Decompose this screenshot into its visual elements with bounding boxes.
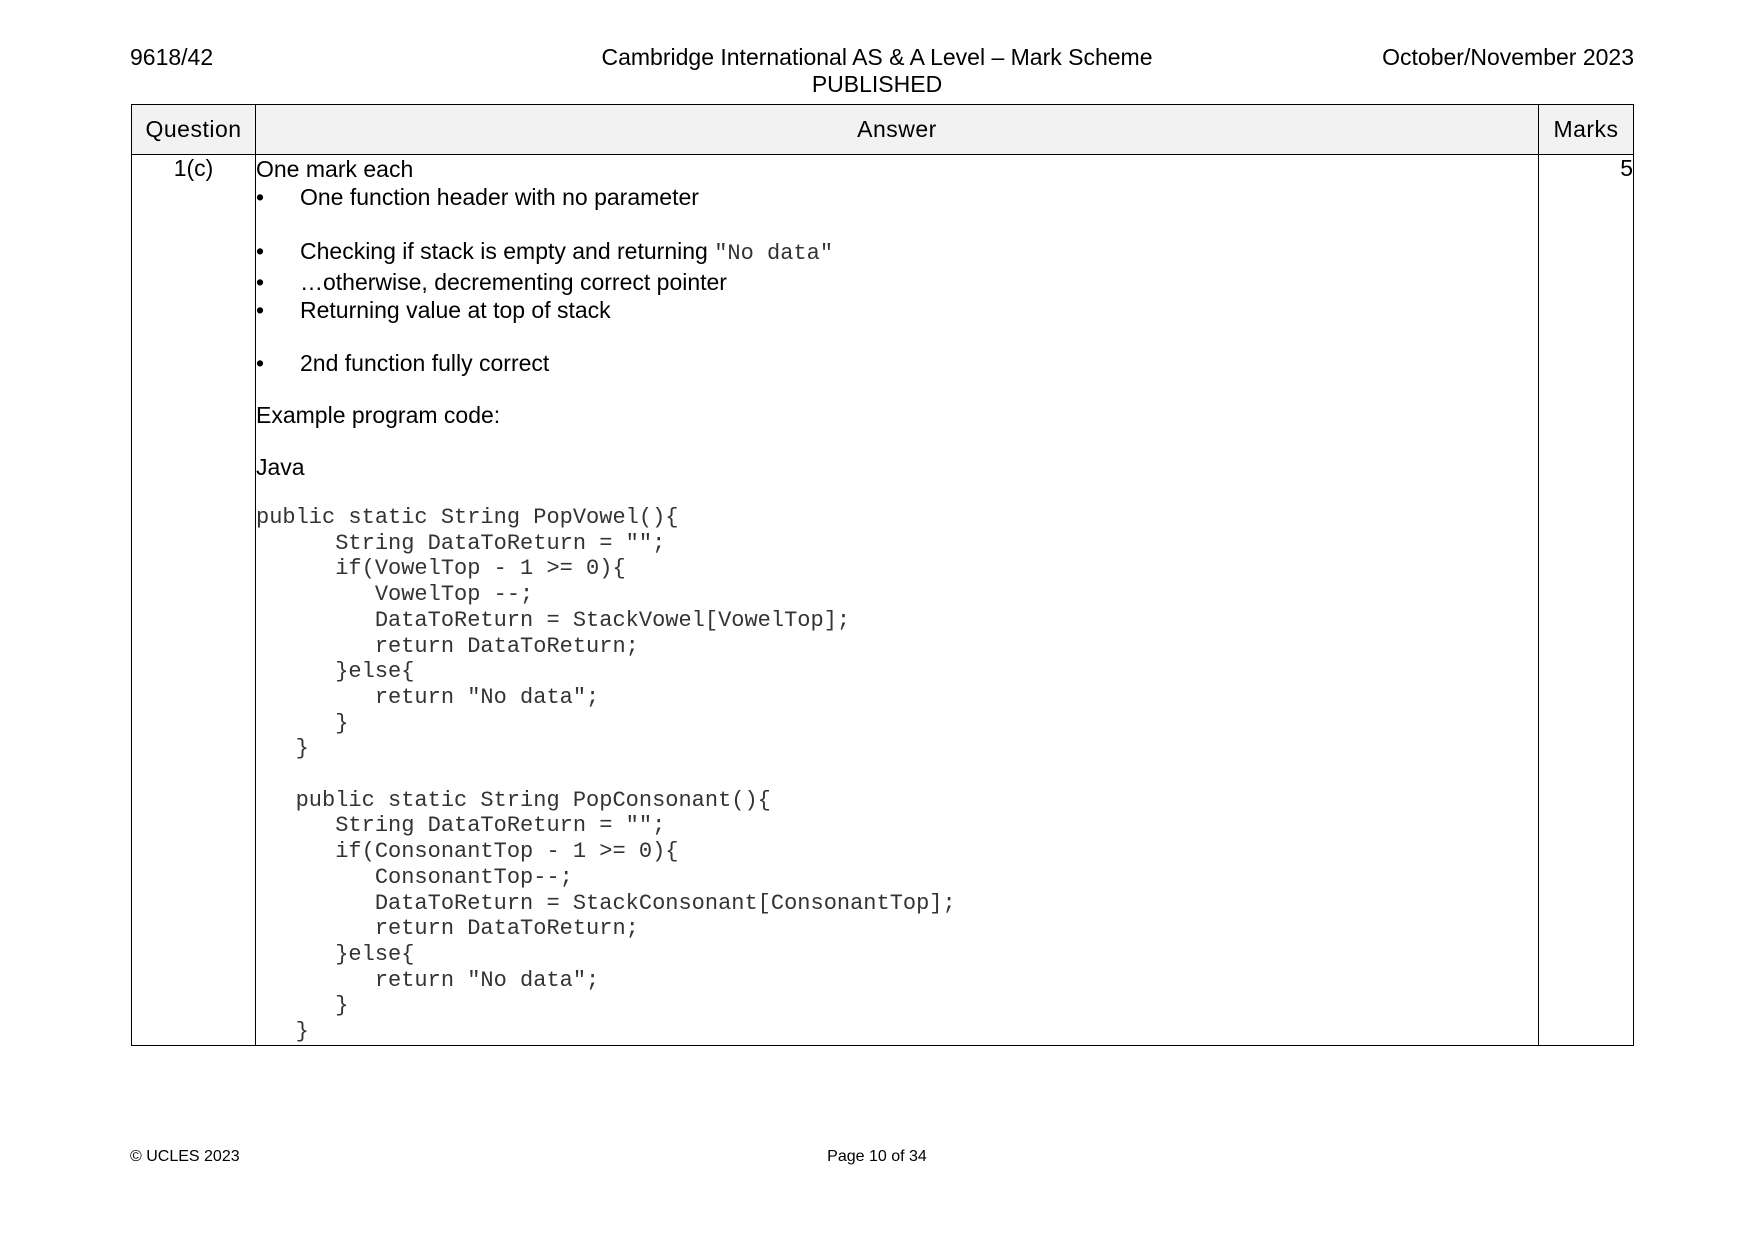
- copyright: © UCLES 2023: [130, 1148, 240, 1165]
- document-title-block: [477, 44, 1277, 98]
- answer-column-header: Answer: [256, 105, 1539, 155]
- marks-column-header: Marks: [1539, 105, 1634, 155]
- document-subtitle: PUBLISHED: [811, 71, 943, 97]
- answer-cell: [256, 155, 1539, 1046]
- marking-point: • One function header with no parameter: [256, 183, 1538, 211]
- marking-point-text: Checking if stack is empty and returning: [300, 238, 715, 264]
- page-number: Page 10 of 34: [827, 1148, 927, 1165]
- marking-point-code: "No data": [714, 241, 834, 266]
- answer-intro: One mark each: [256, 156, 414, 182]
- marking-point: • 2nd function fully correct: [256, 349, 1538, 377]
- exam-session: October/November 2023: [1382, 44, 1634, 70]
- document-title: Cambridge International AS & A Level – Mark Scheme: [601, 44, 1153, 70]
- question-number: 1(c): [132, 155, 256, 1046]
- marking-points-list: [256, 183, 1538, 377]
- paper-code: 9618/42: [130, 44, 214, 70]
- example-label: Example program code:: [256, 402, 501, 428]
- table-header-row: [132, 105, 1634, 155]
- marks-value: 5: [1539, 155, 1634, 1046]
- code-block: public static String PopVowel(){ String DataToReturn = ""; if(VowelTop - 1 >= 0){ VowelTop --; DataToReturn = StackVowel[VowelTop]; return DataToReturn; }else{ return "No data"; } } public static String PopConsonant(){ String DataToReturn = ""; if(ConsonantTop - 1 >= 0){ ConsonantTop--; DataToReturn = StackConsonant[ConsonantTop]; return DataToReturn; }else{ return "No data"; } }: [256, 505, 956, 1045]
- marking-point: • Returning value at top of stack: [256, 296, 1538, 324]
- language-label: Java: [256, 454, 305, 480]
- question-column-header: Question: [132, 105, 256, 155]
- table-row: [132, 155, 1634, 1046]
- marking-point: [256, 237, 1538, 268]
- marking-point: • …otherwise, decrementing correct pointer: [256, 268, 1538, 296]
- mark-scheme-table: [131, 104, 1634, 1046]
